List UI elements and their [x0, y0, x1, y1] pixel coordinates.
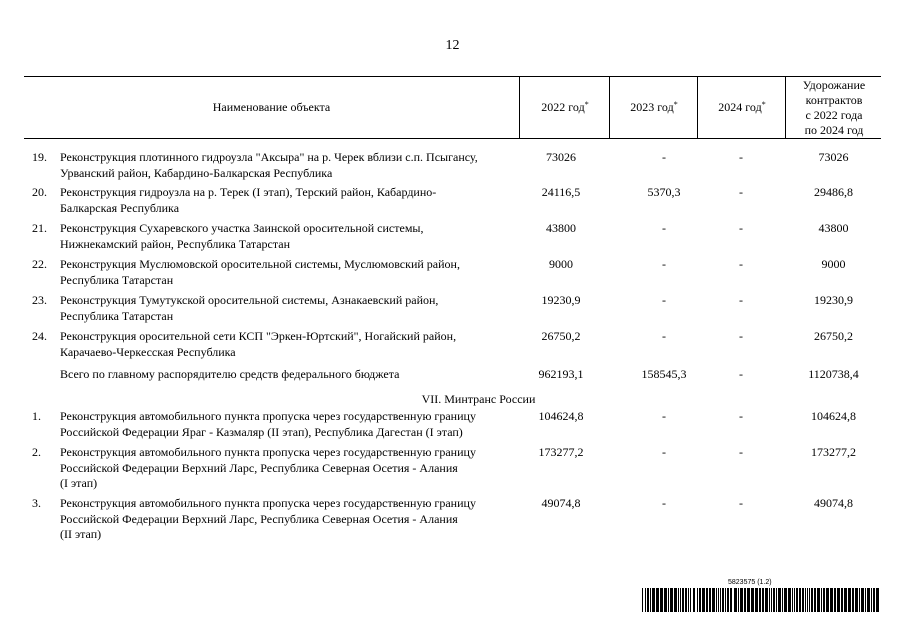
cell-2022: 26750,2 — [541, 329, 581, 343]
barcode-bar — [693, 588, 695, 612]
barcode-bar — [680, 588, 681, 612]
cell-2023: 5370,3 — [647, 185, 681, 199]
barcode — [642, 579, 882, 613]
cell-total: 43800 — [818, 221, 849, 235]
row-name-line: Реконструкция Муслюмовской оросительной системы, Муслюмовский район, — [60, 257, 460, 271]
barcode-bar — [865, 588, 866, 612]
header-total-line: по 2024 год — [804, 122, 864, 137]
barcode-bar — [647, 588, 649, 612]
cell-2023: - — [662, 496, 666, 510]
barcode-bar — [645, 588, 646, 612]
barcode-bar — [709, 588, 711, 612]
row-name-line: Республика Татарстан — [60, 308, 174, 323]
barcode-bar — [730, 588, 732, 612]
row-name-line: (I этап) — [60, 476, 98, 490]
barcode-bar — [776, 588, 777, 612]
cell-total: 26750,2 — [814, 329, 853, 343]
row-number: 2. — [32, 445, 41, 459]
barcode-bar — [805, 588, 806, 612]
barcode-bar — [830, 588, 833, 612]
barcode-bar — [690, 588, 691, 612]
barcode-bar — [759, 588, 761, 612]
cell-2024: - — [739, 257, 743, 271]
barcode-bar — [660, 588, 663, 612]
barcode-bar — [834, 588, 836, 612]
barcode-bar — [678, 588, 679, 612]
footnote-mark: * — [673, 100, 678, 109]
cell-2023: - — [662, 445, 666, 459]
row-name-line: Реконструкция автомобильного пункта пропуска через государственную границу — [60, 496, 476, 510]
row-name — [60, 445, 530, 492]
barcode-bar — [796, 588, 798, 612]
barcode-bar — [712, 588, 715, 612]
barcode-bar — [765, 588, 768, 612]
row-name-line: Реконструкция автомобильного пункта пропуска через государственную границу — [60, 409, 476, 423]
header-2023-label: 2023 год — [630, 100, 674, 114]
page-number: 12 — [445, 38, 460, 53]
cell-total: 19230,9 — [814, 293, 853, 307]
cell-2024: - — [739, 367, 743, 381]
row-name — [60, 329, 530, 360]
barcode-bar — [738, 588, 739, 612]
barcode-bar — [871, 588, 872, 612]
barcode-bar — [802, 588, 804, 612]
barcode-bar — [848, 588, 851, 612]
barcode-icon — [642, 588, 882, 612]
cell-2024: - — [739, 293, 743, 307]
header-total-line: Удорожание — [802, 77, 866, 92]
row-name — [60, 409, 530, 440]
barcode-bar — [782, 588, 783, 612]
barcode-bar — [809, 588, 810, 612]
cell-total: 104624,8 — [811, 409, 856, 423]
cell-2024: - — [739, 150, 743, 164]
barcode-bar — [867, 588, 870, 612]
header-total-line: с 2022 года — [805, 107, 863, 122]
barcode-bar — [706, 588, 708, 612]
row-name-line: Реконструкция плотинного гидроузла "Аксыра" на р. Черек вблизи с.п. Псыгансу, — [60, 150, 478, 164]
cell-2024: - — [739, 445, 743, 459]
row-name-line: Республика Татарстан — [60, 272, 174, 287]
barcode-bar — [859, 588, 860, 612]
cell-2022: 104624,8 — [538, 409, 584, 423]
header-total — [785, 77, 882, 138]
barcode-bar — [807, 588, 808, 612]
barcode-bar — [727, 588, 729, 612]
row-number: 1. — [32, 409, 41, 423]
row-name-line: Реконструкция Сухаревского участка Заинской оросительной системы, — [60, 221, 424, 235]
barcode-bar — [668, 588, 669, 612]
row-number: 21. — [32, 221, 47, 235]
row-name-line: Реконструкция Тумутукской оросительной системы, Азнакаевский район, — [60, 293, 439, 307]
row-name-line: Российской Федерации Верхний Ларс, Республика Северная Осетия - Алания — [60, 460, 458, 475]
table-header — [24, 76, 881, 139]
cell-total: 173277,2 — [811, 445, 856, 459]
barcode-bar — [740, 588, 743, 612]
row-number: 19. — [32, 150, 47, 164]
row-name — [60, 293, 530, 324]
cell-total: 29486,8 — [814, 185, 853, 199]
cell-2023: - — [662, 257, 666, 271]
barcode-bar — [664, 588, 667, 612]
barcode-bar — [682, 588, 684, 612]
row-name-line: Реконструкция автомобильного пункта пропуска через государственную границу — [60, 445, 476, 459]
barcode-bar — [821, 588, 822, 612]
cell-2022: 73026 — [546, 150, 576, 164]
barcode-bar — [778, 588, 781, 612]
cell-2022: 24116,5 — [541, 185, 581, 199]
row-number: 24. — [32, 329, 47, 343]
row-name — [60, 150, 530, 181]
barcode-bar — [762, 588, 764, 612]
cell-2023: - — [662, 409, 666, 423]
row-number: 20. — [32, 185, 47, 199]
barcode-bar — [784, 588, 787, 612]
cell-2024: - — [739, 496, 743, 510]
row-name-line: Нижнекамский район, Республика Татарстан — [60, 236, 291, 251]
subtotal-label: Всего по главному распорядителю средств федерального бюджета — [60, 367, 400, 381]
barcode-bar — [650, 588, 651, 612]
barcode-bar — [751, 588, 754, 612]
barcode-bar — [771, 588, 772, 612]
cell-2023: - — [662, 293, 666, 307]
row-name-line: Балкарская Республика — [60, 200, 180, 215]
barcode-bar — [720, 588, 721, 612]
row-name-line: Российской Федерации Яраг - Казмаляр (II этап), Республика Дагестан (I этап) — [60, 424, 463, 439]
barcode-bar — [788, 588, 791, 612]
barcode-text: 5823575 (1.2) — [728, 579, 772, 586]
barcode-bar — [697, 588, 698, 612]
barcode-bar — [744, 588, 746, 612]
footnote-mark: * — [761, 100, 766, 109]
barcode-bar — [852, 588, 854, 612]
row-name-line: Российской Федерации Верхний Ларс, Республика Северная Осетия - Алания — [60, 511, 458, 526]
barcode-bar — [811, 588, 813, 612]
cell-total: 49074,8 — [814, 496, 853, 510]
header-2024-label: 2024 год — [718, 100, 762, 114]
barcode-bar — [817, 588, 820, 612]
barcode-bar — [699, 588, 701, 612]
cell-2022: 19230,9 — [541, 293, 581, 307]
cell-2024: - — [739, 221, 743, 235]
cell-2024: - — [739, 185, 743, 199]
barcode-bar — [716, 588, 717, 612]
row-name — [60, 185, 530, 216]
section-title-text: VII. Минтранс России — [421, 392, 536, 406]
cell-2022: 43800 — [546, 221, 576, 235]
barcode-bar — [873, 588, 875, 612]
section-title — [24, 392, 881, 407]
barcode-bar — [769, 588, 770, 612]
row-name-line: (II этап) — [60, 527, 102, 541]
cell-2022: 9000 — [549, 257, 573, 271]
barcode-bar — [718, 588, 719, 612]
cell-total: 1120738,4 — [808, 367, 859, 381]
barcode-bar — [722, 588, 724, 612]
row-name-line: Реконструкция оросительной сети КСП "Эркен-Юртский", Ногайский район, — [60, 329, 457, 343]
cell-total: 73026 — [818, 150, 849, 164]
cell-2022: 173277,2 — [538, 445, 584, 459]
barcode-bar — [702, 588, 705, 612]
row-number: 3. — [32, 496, 41, 510]
row-name — [60, 221, 530, 252]
row-name-line: Реконструкция гидроузла на р. Терек (I этап), Терский район, Кабардино- — [60, 185, 437, 199]
barcode-bar — [794, 588, 795, 612]
barcode-bar — [725, 588, 726, 612]
header-2022-label: 2022 год — [541, 100, 585, 114]
barcode-bar — [685, 588, 687, 612]
barcode-bar — [773, 588, 775, 612]
row-number: 22. — [32, 257, 47, 271]
cell-2024: - — [739, 409, 743, 423]
row-number: 23. — [32, 293, 47, 307]
cell-2024: - — [739, 329, 743, 343]
row-name — [60, 257, 530, 288]
barcode-bar — [652, 588, 655, 612]
barcode-bar — [799, 588, 801, 612]
barcode-bar — [670, 588, 673, 612]
barcode-bar — [841, 588, 843, 612]
header-2023 — [609, 77, 698, 138]
header-name-label: Наименование объекта — [212, 100, 331, 114]
barcode-bar — [792, 588, 793, 612]
barcode-bar — [844, 588, 847, 612]
barcode-bar — [823, 588, 825, 612]
cell-total: 9000 — [821, 257, 846, 271]
barcode-bar — [747, 588, 750, 612]
cell-2023: 158545,3 — [641, 367, 687, 381]
barcode-bar — [855, 588, 858, 612]
cell-2022: 962193,1 — [538, 367, 584, 381]
row-name-line: Урванский район, Кабардино-Балкарская Республика — [60, 165, 333, 180]
header-name — [24, 77, 519, 138]
barcode-bar — [674, 588, 677, 612]
barcode-bar — [837, 588, 840, 612]
cell-2022: 49074,8 — [541, 496, 581, 510]
cell-2023: - — [662, 150, 666, 164]
header-2024 — [697, 77, 786, 138]
barcode-bar — [642, 588, 643, 612]
barcode-bar — [656, 588, 659, 612]
barcode-bar — [814, 588, 816, 612]
barcode-bar — [861, 588, 864, 612]
header-total-line: контрактов — [805, 92, 863, 107]
row-name-line: Карачаево-Черкесская Республика — [60, 344, 236, 359]
header-2022 — [519, 77, 610, 138]
barcode-bar — [826, 588, 829, 612]
row-name — [60, 496, 530, 543]
footnote-mark: * — [584, 100, 589, 109]
barcode-bar — [688, 588, 689, 612]
cell-2023: - — [662, 329, 666, 343]
barcode-bar — [876, 588, 879, 612]
barcode-bar — [734, 588, 737, 612]
barcode-bar — [755, 588, 758, 612]
cell-2023: - — [662, 221, 666, 235]
